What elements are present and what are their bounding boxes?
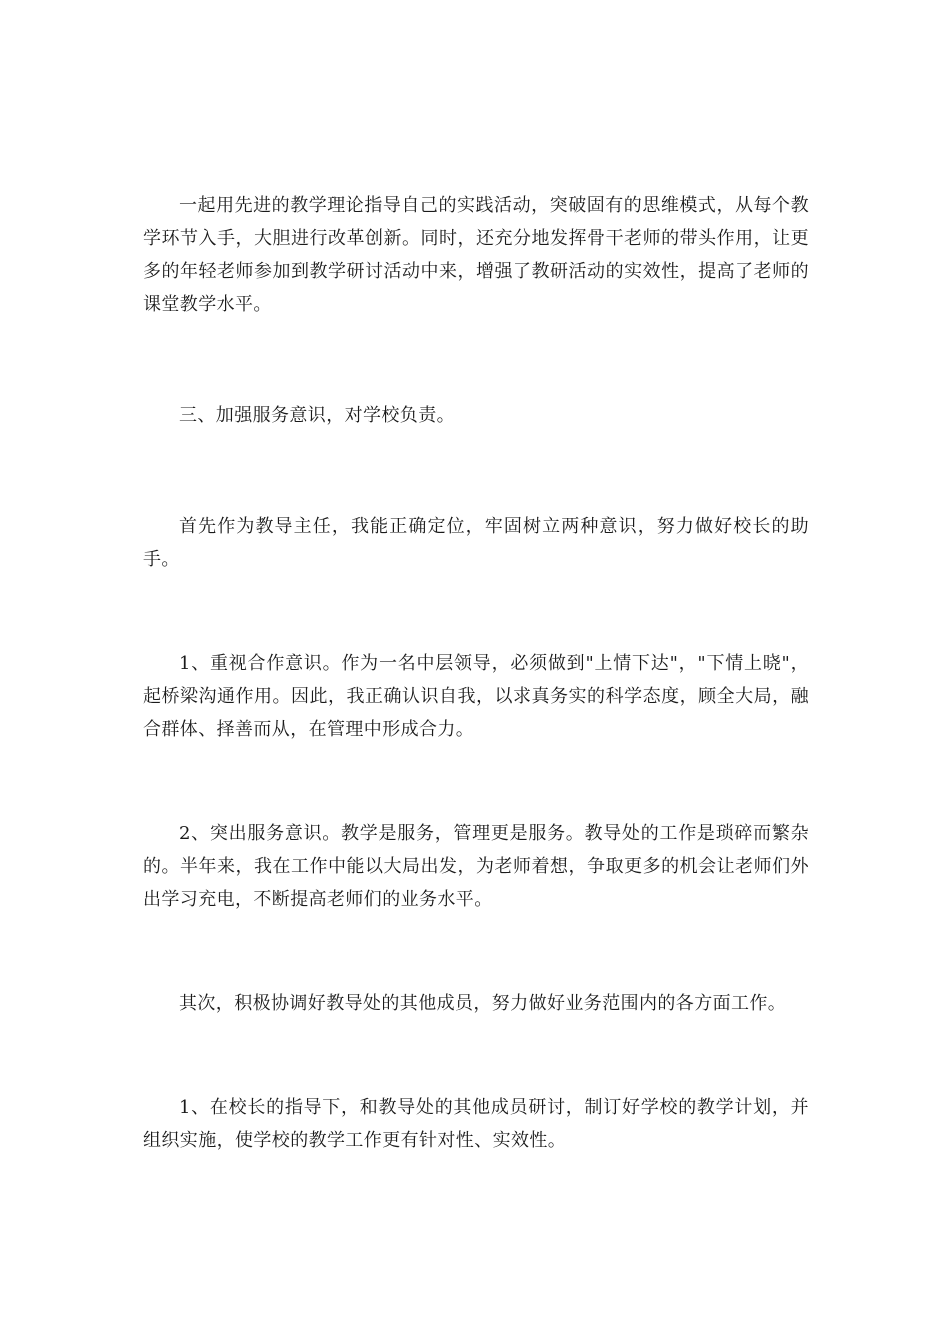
paragraph-second-coordination: 其次，积极协调好教导处的其他成员，努力做好业务范围内的各方面工作。: [179, 993, 787, 1014]
paragraph-service-awareness: 2、突出服务意识。教学是服务，管理更是服务。教导处的工作是琐碎而繁杂的。半年来，我在工作中能以大局出发，为老师着想，争取更多的机会让老师们外出学习充电，不断提高老师们的业务水平。: [143, 823, 809, 910]
document-body: [143, 189, 809, 1157]
paragraph-first-positioning: 首先作为教导主任，我能正确定位，牢固树立两种意识，努力做好校长的助手。: [143, 516, 809, 570]
paragraph-teaching-plan: 1、在校长的指导下，和教导处的其他成员研讨，制订好学校的教学计划，并组织实施，使学校的教学工作更有针对性、实效性。: [143, 1097, 809, 1151]
section-heading-service-awareness: 三、加强服务意识，对学校负责。: [179, 405, 455, 426]
paragraph-cooperation-awareness: 1、重视合作意识。作为一名中层领导，必须做到"上情下达"，"下情上晓"，起桥梁沟通作用。因此，我正确认识自我，以求真务实的科学态度，顾全大局，融合群体、择善而从，在管理中形成合力。: [143, 653, 809, 740]
paragraph-teaching-reform: 一起用先进的教学理论指导自己的实践活动，突破固有的思维模式，从每个教学环节入手，大胆进行改革创新。同时，还充分地发挥骨干老师的带头作用，让更多的年轻老师参加到教学研讨活动中来，增强了教研活动的实效性，提高了老师的课堂教学水平。: [143, 195, 809, 315]
